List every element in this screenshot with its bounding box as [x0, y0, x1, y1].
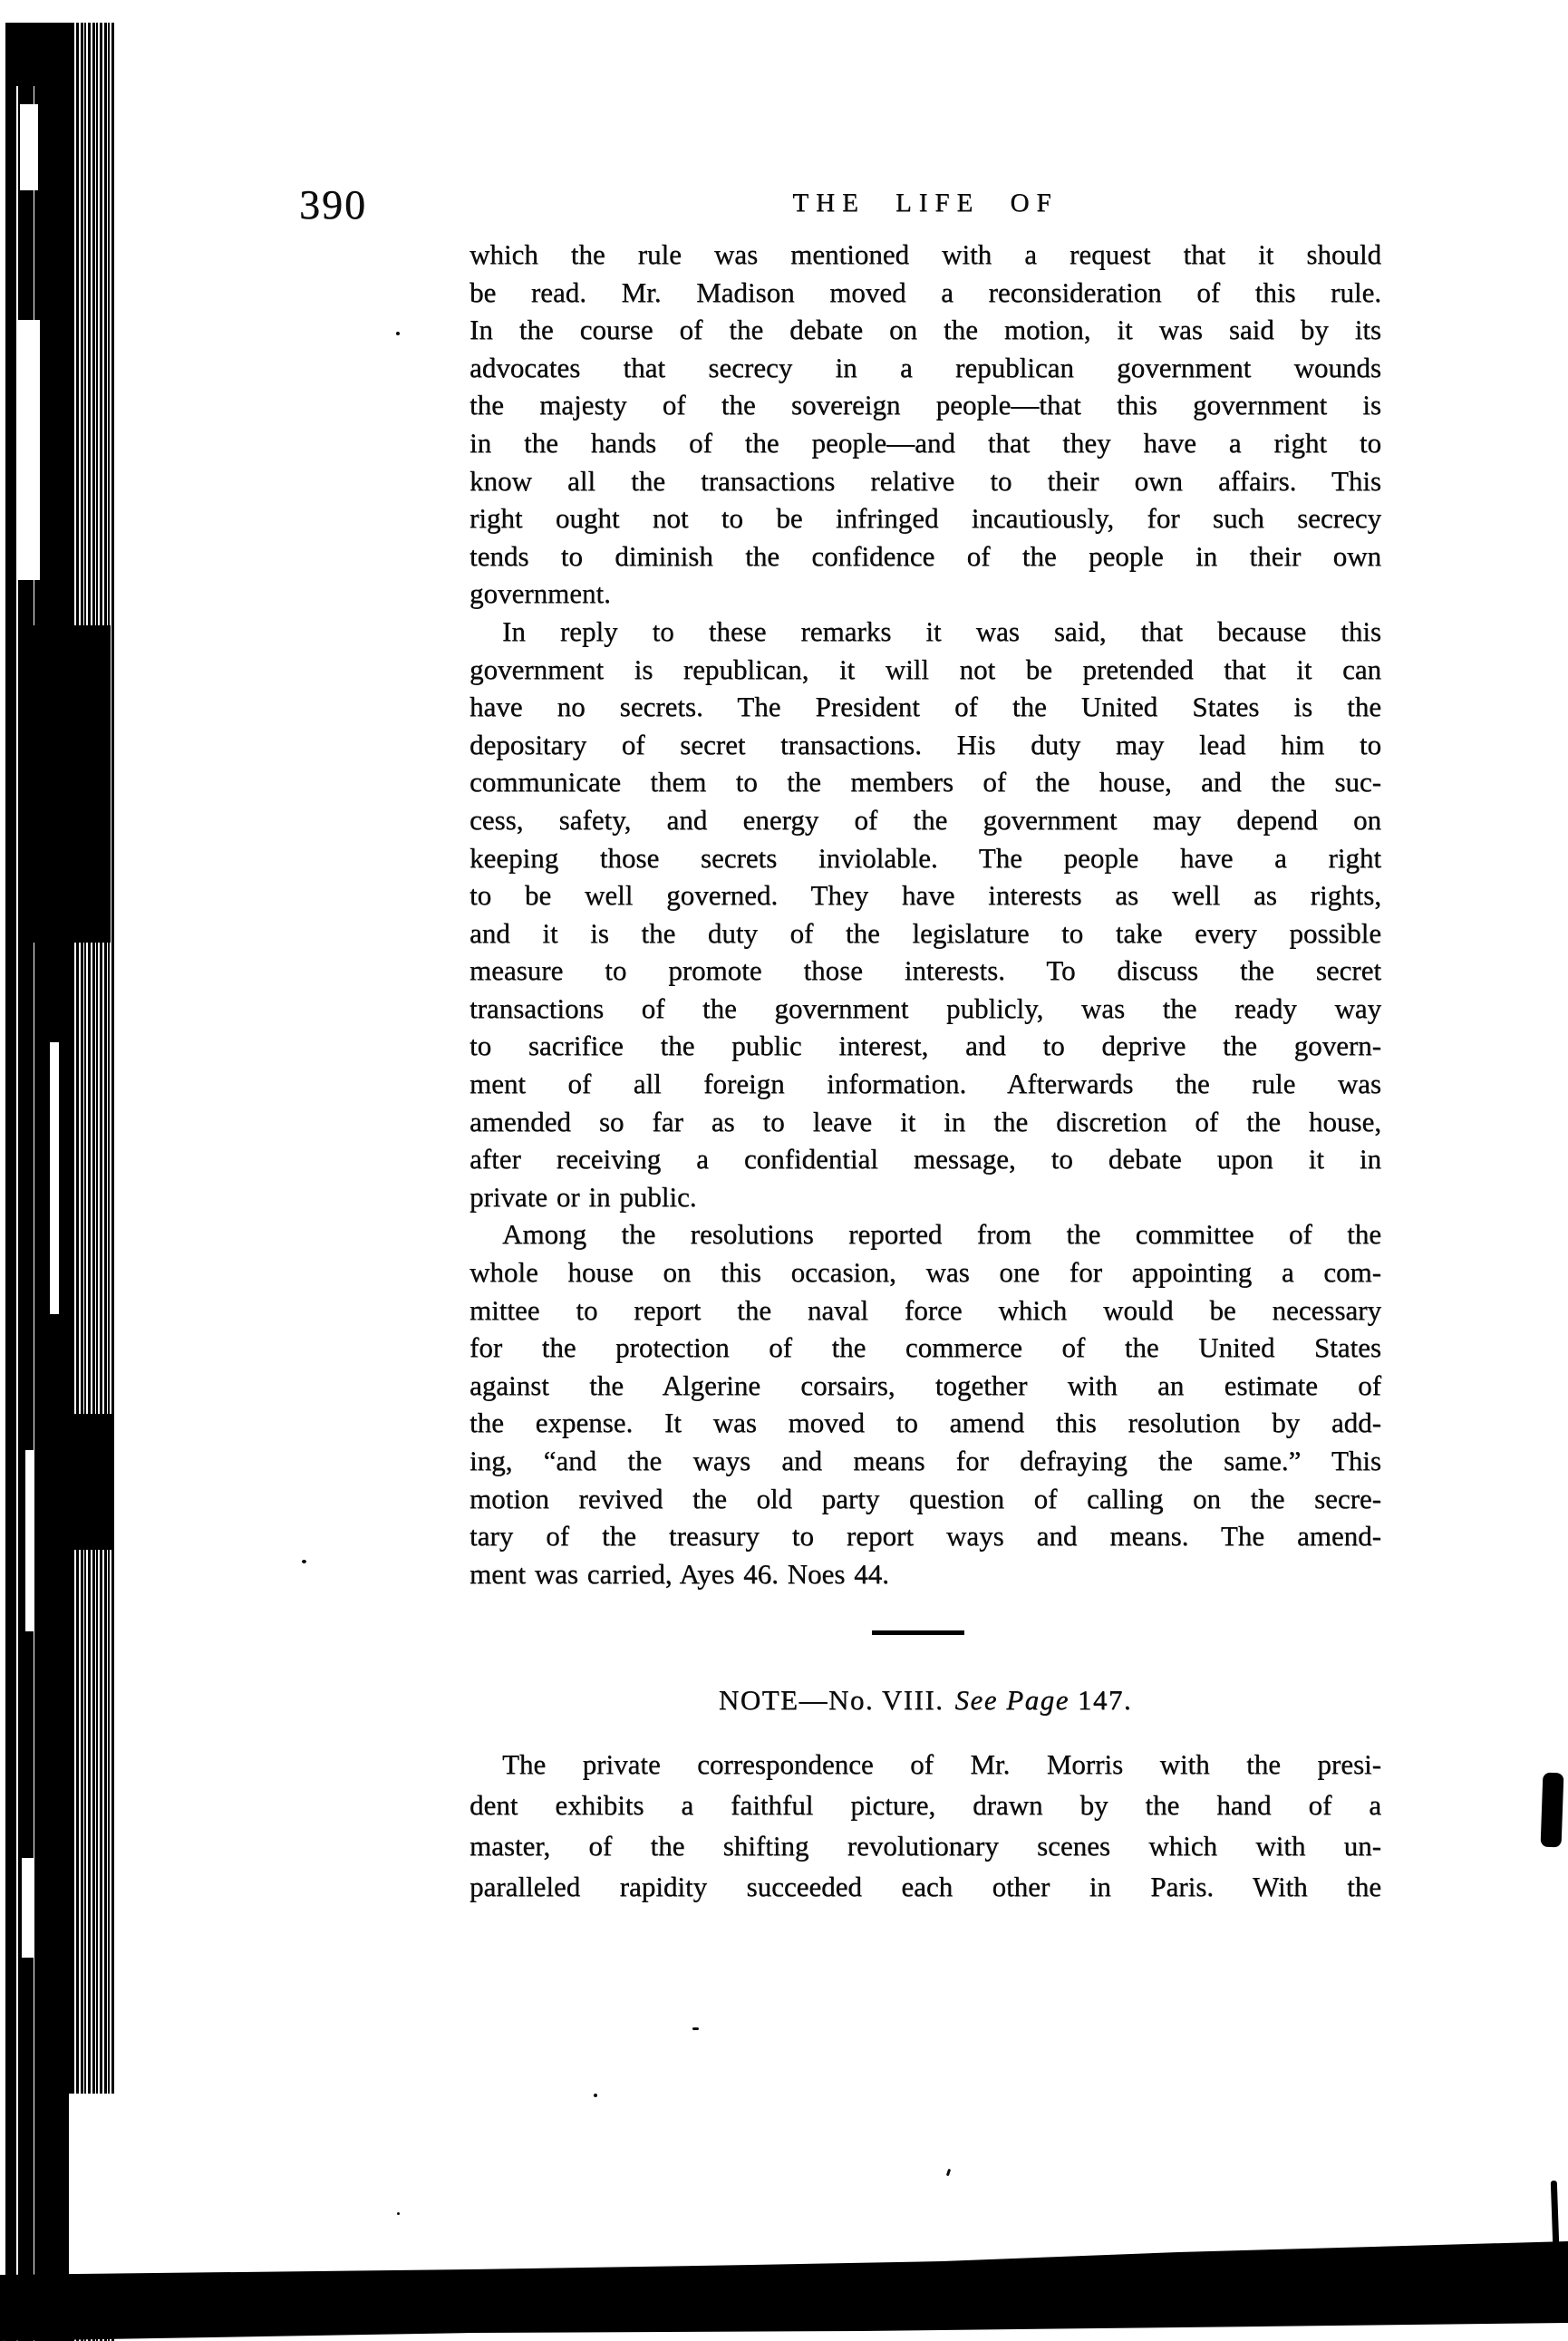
text-line: to be well governed. They have interests as well as rights, — [469, 879, 1381, 912]
scan-dot-artifact — [397, 2212, 400, 2215]
scan-gutter-patch — [74, 1414, 114, 1550]
right-edge-ink-blob-artifact — [1541, 1773, 1564, 1848]
text-line: motion revived the old party question of calling on the secre- — [469, 1482, 1381, 1514]
text-line: ment of all foreign information. Afterwards the rule was — [469, 1068, 1381, 1100]
text-line: ment was carried, Ayes 46. Noes 44. — [469, 1557, 889, 1590]
text-line: against the Algerine corsairs, together with an estimate of — [469, 1369, 1381, 1401]
text-line: in the hands of the people—and that they have a right to — [469, 426, 1381, 459]
scan-gutter-streaks-artifact — [73, 23, 114, 2341]
text-line: mittee to report the naval force which would be necessary — [469, 1293, 1381, 1326]
scan-dot-artifact — [692, 2027, 699, 2030]
text-line: depositary of secret transactions. His duty may lead him to — [469, 728, 1381, 760]
bottom-scan-band-artifact — [0, 2237, 1568, 2341]
scan-gutter-notch — [69, 2094, 116, 2275]
text-line: to sacrifice the public interest, and to deprive the govern- — [469, 1030, 1381, 1062]
text-line: the expense. It was moved to amend this resolution by add- — [469, 1407, 1381, 1439]
text-line: and it is the duty of the legislature to take every possible — [469, 916, 1381, 949]
scan-gutter-notch — [16, 320, 40, 580]
note-heading-see-page: See Page — [954, 1684, 1070, 1716]
text-line: The private correspondence of Mr. Morris with the presi- — [502, 1748, 1381, 1780]
scan-gutter-notch — [50, 1042, 59, 1314]
text-line: paralleled rapidity succeeded each other in Paris. With the — [469, 1871, 1381, 1902]
text-line: In reply to these remarks it was said, that because this — [502, 614, 1381, 647]
text-line: private or in public. — [469, 1180, 697, 1213]
scan-gutter-patch — [13, 23, 60, 86]
text-line: keeping those secrets inviolable. The people have a right — [469, 841, 1381, 874]
text-line: dent exhibits a faithful picture, drawn by the hand of a — [469, 1789, 1381, 1821]
text-line: whole house on this occasion, was one for appointing a com- — [469, 1256, 1381, 1289]
text-line: government. — [469, 577, 611, 610]
text-line: the majesty of the sovereign people—that this government is — [469, 389, 1381, 421]
note-heading — [469, 1683, 1381, 1717]
text-line: amended so far as to leave it in the discretion of the house, — [469, 1105, 1381, 1137]
scan-dot-artifact — [594, 2094, 597, 2097]
scan-gutter-notch — [20, 104, 38, 190]
text-line: for the protection of the commerce of the United States — [469, 1331, 1381, 1364]
scan-dot-artifact — [946, 2169, 951, 2177]
note-heading-page-ref: 147. — [1077, 1684, 1133, 1716]
text-line: which the rule was mentioned with a request that it should — [469, 238, 1381, 270]
text-line: right ought not to be infringed incautiously, for such secrecy — [469, 502, 1381, 535]
text-line: have no secrets. The President of the United States is the — [469, 691, 1381, 723]
section-divider-rule — [872, 1630, 964, 1635]
text-line: In the course of the debate on the motion, it was said by its — [469, 314, 1381, 346]
page-number: 390 — [299, 181, 367, 227]
text-line: Among the resolutions reported from the committee of the — [502, 1218, 1381, 1251]
text-line: ing, “and the ways and means for defraying the same.” This — [469, 1445, 1381, 1476]
text-line: transactions of the government publicly, was the ready way — [469, 992, 1381, 1024]
body-text — [469, 236, 1381, 1592]
note-text — [469, 1744, 1381, 1907]
text-line: be read. Mr. Madison moved a reconsideration of this rule. — [469, 276, 1381, 308]
text-line: master, of the shifting revolutionary scenes which with un- — [469, 1830, 1381, 1862]
scan-gutter-patch — [18, 625, 111, 943]
text-line: government is republican, it will not be pretended that it can — [469, 653, 1381, 685]
text-line: communicate them to the members of the house, and the suc- — [469, 766, 1381, 798]
running-header: THE LIFE OF — [792, 189, 1059, 218]
text-line: advocates that secrecy in a republican government wounds — [469, 351, 1381, 383]
scan-dot-artifact — [396, 332, 400, 335]
text-line: cess, safety, and energy of the government may depend on — [469, 803, 1381, 836]
text-line: after receiving a confidential message, to debate upon it in — [469, 1143, 1381, 1175]
text-line: tary of the treasury to report ways and means. The amend- — [469, 1520, 1381, 1553]
note-heading-prefix: NOTE—No. VIII. — [718, 1684, 944, 1716]
text-line: tends to diminish the confidence of the people in their own — [469, 539, 1381, 572]
scan-dot-artifact — [302, 1560, 306, 1563]
scan-gutter-notch — [22, 1858, 34, 1958]
right-edge-ink-tick-artifact — [1551, 2181, 1559, 2244]
text-line: measure to promote those interests. To discuss the secret — [469, 954, 1381, 987]
text-line: know all the transactions relative to their own affairs. This — [469, 464, 1381, 497]
scan-gutter-notch — [25, 1450, 34, 1631]
